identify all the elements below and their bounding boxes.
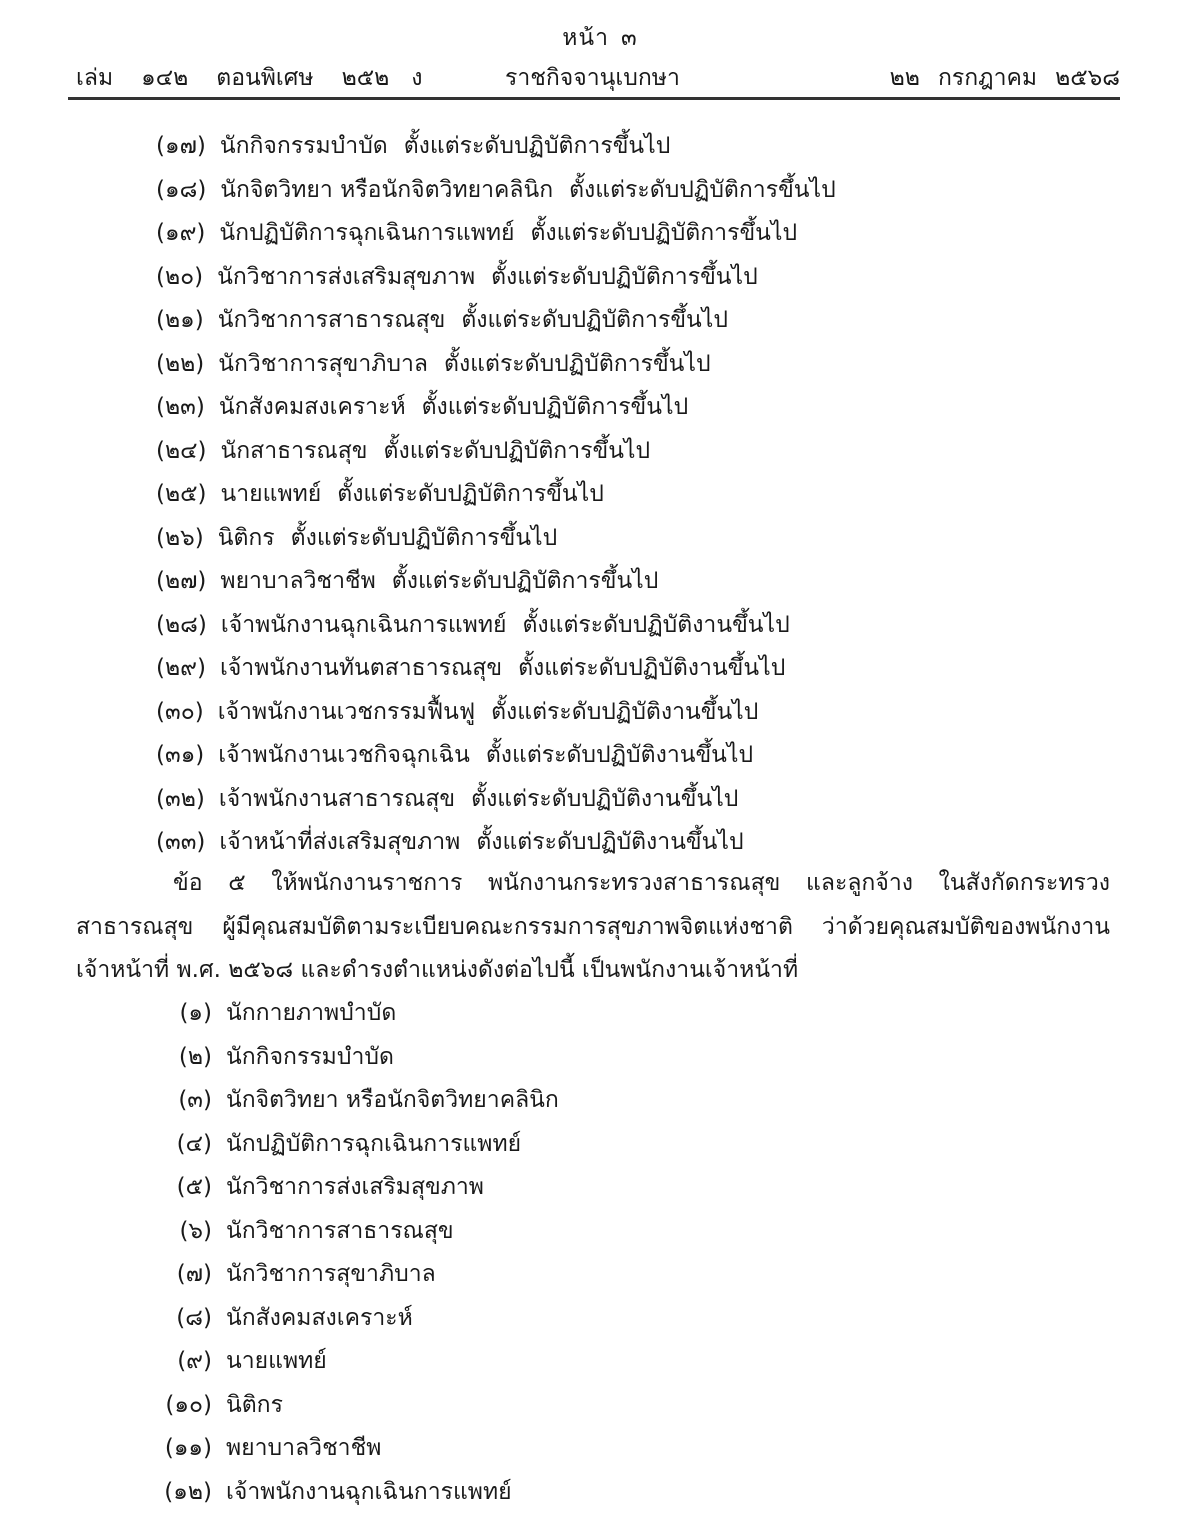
item-number: (๙) <box>177 1348 212 1374</box>
item-number: (๒๓) <box>156 394 205 420</box>
list-item <box>156 1211 454 1251</box>
list-item <box>156 518 557 558</box>
list-item <box>156 1428 381 1468</box>
item-number: (๒๖) <box>156 524 204 551</box>
item-title: นักวิชาการส่งเสริมสุขภาพ <box>226 1174 484 1200</box>
publication-title: ราชกิจจานุเบกษา <box>505 65 680 91</box>
item-title: นายแพทย์ <box>220 481 322 507</box>
item-title: เจ้าพนักงานทันตสาธารณสุข <box>219 655 503 681</box>
item-number: (๗) <box>176 1261 212 1287</box>
item-level: ตั้งแต่ระดับปฏิบัติงานขึ้นไป <box>476 829 744 855</box>
item-number: (๓๐) <box>156 698 204 725</box>
date-year: ๒๕๖๘ <box>1055 65 1120 91</box>
volume-info <box>76 60 451 96</box>
item-title: นักวิชาการส่งเสริมสุขภาพ <box>217 263 476 290</box>
item-number: (๒๙) <box>156 655 206 681</box>
list-item <box>156 1341 327 1381</box>
date-month: กรกฎาคม <box>937 65 1038 91</box>
item-title: นักปฏิบัติการฉุกเฉินการแพทย์ <box>219 220 515 246</box>
item-title: เจ้าหน้าที่ส่งเสริมสุขภาพ <box>219 829 461 855</box>
item-title: นิติกร <box>217 524 275 551</box>
item-number: (๒๑) <box>156 307 204 333</box>
item-title: นักจิตวิทยา หรือนักจิตวิทยาคลินิก <box>220 176 554 203</box>
item-number: (๒๒) <box>156 350 205 377</box>
list-item <box>156 1124 521 1164</box>
item-number: (๒๕) <box>156 481 207 507</box>
item-title: นักปฏิบัติการฉุกเฉินการแพทย์ <box>226 1130 522 1157</box>
item-number: (๓๑) <box>156 742 205 768</box>
list-item <box>156 474 604 514</box>
list-item <box>156 692 758 732</box>
item-level: ตั้งแต่ระดับปฏิบัติการขึ้นไป <box>403 133 671 159</box>
list-item <box>156 1385 283 1425</box>
item-level: ตั้งแต่ระดับปฏิบัติการขึ้นไป <box>530 220 798 246</box>
item-number: (๑) <box>179 1000 212 1026</box>
clause-5-line-3: เจ้าหน้าที่ พ.ศ. ๒๕๖๘ และดำรงตำแหน่งดังต่อไปนี้ เป็นพนักงานเจ้าหน้าที่ <box>76 957 799 983</box>
item-level: ตั้งแต่ระดับปฏิบัติการขึ้นไป <box>337 481 604 507</box>
section-number: ๒๕๒ <box>341 65 390 91</box>
page-number <box>0 20 1200 56</box>
item-level: ตั้งแต่ระดับปฏิบัติงานขึ้นไป <box>522 611 790 638</box>
list-item <box>156 779 738 819</box>
item-title: นักกายภาพบำบัด <box>226 1000 397 1026</box>
item-level: ตั้งแต่ระดับปฏิบัติการขึ้นไป <box>383 437 651 464</box>
item-title: นักสาธารณสุข <box>220 437 368 464</box>
item-number: (๓๒) <box>156 785 205 812</box>
item-level: ตั้งแต่ระดับปฏิบัติการขึ้นไป <box>461 307 728 333</box>
section-letter: ง <box>411 65 423 91</box>
item-number: (๒๗) <box>156 568 207 594</box>
item-title: พยาบาลวิชาชีพ <box>226 1435 382 1461</box>
item-title: นายแพทย์ <box>226 1348 327 1374</box>
list-item <box>156 1037 394 1077</box>
section-label: ตอนพิเศษ <box>216 65 314 91</box>
page-number-value: ๓ <box>621 25 638 51</box>
item-number: (๒๐) <box>156 263 204 290</box>
item-title: นักวิชาการสุขาภิบาล <box>218 350 429 377</box>
list-item <box>156 1080 559 1120</box>
list-item <box>156 648 785 688</box>
item-number: (๑๑) <box>164 1435 212 1461</box>
list-item <box>156 344 711 384</box>
item-title: พยาบาลวิชาชีพ <box>220 568 376 594</box>
list-item <box>156 1472 512 1512</box>
item-number: (๑๙) <box>156 220 206 246</box>
clause-5-paragraph <box>76 862 1110 993</box>
list-item <box>156 822 744 862</box>
item-level: ตั้งแต่ระดับปฏิบัติการขึ้นไป <box>444 350 711 377</box>
item-title: เจ้าพนักงานฉุกเฉินการแพทย์ <box>220 611 507 638</box>
clause-5-line-2: สาธารณสุข ผู้มีคุณสมบัติตามระเบียบคณะกรรมการสุขภาพจิตแห่งชาติ ว่าด้วยคุณสมบัติของพนักงาน <box>76 913 1110 940</box>
item-title: นักวิชาการสาธารณสุข <box>226 1217 454 1244</box>
item-level: ตั้งแต่ระดับปฏิบัติการขึ้นไป <box>421 394 689 420</box>
item-level: ตั้งแต่ระดับปฏิบัติงานขึ้นไป <box>485 742 754 768</box>
item-title: นักกิจกรรมบำบัด <box>219 133 388 159</box>
item-number: (๕) <box>176 1174 212 1200</box>
item-level: ตั้งแต่ระดับปฏิบัติการขึ้นไป <box>290 524 558 551</box>
list-item <box>156 1167 484 1207</box>
item-number: (๑๘) <box>156 176 207 203</box>
item-title: นักสังคมสงเคราะห์ <box>226 1304 413 1331</box>
item-title: นักวิชาการสาธารณสุข <box>217 307 446 333</box>
list-item <box>156 605 790 645</box>
item-title: เจ้าพนักงานเวชกิจฉุกเฉิน <box>218 742 470 768</box>
list-item <box>156 735 753 775</box>
item-title: นักจิตวิทยา หรือนักจิตวิทยาคลินิก <box>226 1087 559 1113</box>
item-number: (๑๗) <box>156 133 206 159</box>
list-item <box>156 213 797 253</box>
list-item <box>156 126 670 166</box>
item-level: ตั้งแต่ระดับปฏิบัติงานขึ้นไป <box>471 785 739 812</box>
publication-date <box>872 60 1120 96</box>
list-item <box>156 1298 413 1338</box>
item-title: นักสังคมสงเคราะห์ <box>218 394 406 420</box>
clause-5-line-1: ข้อ ๕ ให้พนักงานราชการ พนักงานกระทรวงสาธารณสุข และลูกจ้าง ในสังกัดกระทรวง <box>173 870 1110 896</box>
item-level: ตั้งแต่ระดับปฏิบัติการขึ้นไป <box>491 263 758 290</box>
item-number: (๑๐) <box>165 1391 212 1418</box>
item-title: เจ้าพนักงานฉุกเฉินการแพทย์ <box>226 1478 512 1505</box>
item-number: (๓๓) <box>156 829 206 855</box>
volume-label: เล่ม <box>76 65 114 91</box>
header-rule <box>68 97 1120 100</box>
list-item <box>156 1254 436 1294</box>
list-item <box>156 300 728 340</box>
item-title: เจ้าพนักงานสาธารณสุข <box>218 785 456 812</box>
running-header <box>70 60 1120 94</box>
item-level: ตั้งแต่ระดับปฏิบัติการขึ้นไป <box>569 176 836 203</box>
list-item <box>156 561 658 601</box>
item-number: (๒๘) <box>156 611 207 638</box>
item-number: (๖) <box>179 1217 212 1244</box>
list-item <box>156 993 396 1033</box>
item-level: ตั้งแต่ระดับปฏิบัติงานขึ้นไป <box>518 655 786 681</box>
volume-number: ๑๔๒ <box>141 65 189 91</box>
item-number: (๒) <box>178 1043 212 1070</box>
item-title: นิติกร <box>226 1391 283 1418</box>
page-label: หน้า <box>562 25 610 51</box>
item-number: (๓) <box>178 1087 212 1113</box>
list-item <box>156 387 688 427</box>
list-item <box>156 257 758 297</box>
date-day: ๒๒ <box>889 65 920 91</box>
list-item <box>156 170 836 210</box>
item-title: นักกิจกรรมบำบัด <box>226 1043 394 1070</box>
item-number: (๘) <box>176 1304 212 1331</box>
item-number: (๑๒) <box>164 1478 212 1505</box>
list-item <box>156 431 650 471</box>
item-title: นักวิชาการสุขาภิบาล <box>226 1261 436 1287</box>
item-level: ตั้งแต่ระดับปฏิบัติการขึ้นไป <box>391 568 659 594</box>
item-number: (๔) <box>176 1130 212 1157</box>
item-number: (๒๔) <box>156 437 207 464</box>
item-title: เจ้าพนักงานเวชกรรมฟื้นฟู <box>217 698 476 725</box>
item-level: ตั้งแต่ระดับปฏิบัติงานขึ้นไป <box>491 698 759 725</box>
